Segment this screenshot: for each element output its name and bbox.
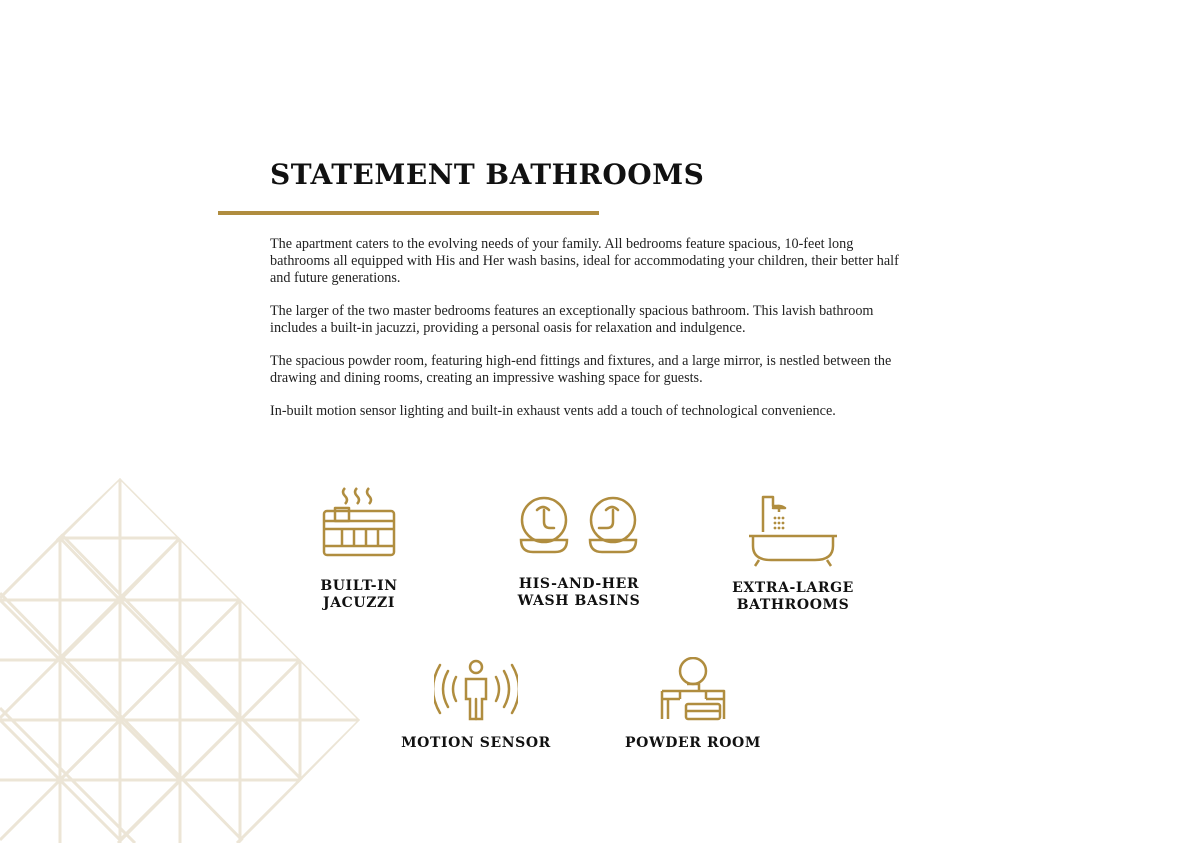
feature-label: EXTRA-LARGE (732, 580, 854, 596)
title-underline (218, 211, 599, 215)
feature-label: MOTION SENSOR (401, 735, 551, 751)
body-text (270, 236, 910, 436)
feature-built-in-jacuzzi (259, 486, 459, 612)
feature-label: WASH BASINS (517, 593, 641, 609)
feature-label: BATHROOMS (736, 597, 850, 613)
paragraph: The larger of the two master bedrooms features an exceptionally spacious bathroom. This lavish bathroom includes a built-in jacuzzi, providing a personal oasis for relaxation and indulgence. (270, 303, 874, 336)
feature-label: BUILT-IN (320, 578, 398, 594)
vanity-mirror-icon (660, 657, 726, 721)
feature-powder-room (593, 657, 793, 752)
feature-label: HIS-AND-HER (518, 576, 640, 592)
feature-label: POWDER ROOM (625, 735, 761, 751)
motion-sensor-icon (434, 659, 518, 721)
paragraph: In-built motion sensor lighting and built-in exhaust vents add a touch of technological convenience. (270, 403, 836, 419)
bathtub-shower-icon (745, 494, 841, 568)
feature-his-and-her-wash-basins (479, 494, 679, 610)
paragraph: The spacious powder room, featuring high-end fittings and fixtures, and a large mirror, is nestled between the drawing and dining rooms, creating an impressive washing space for guests. (270, 353, 892, 386)
feature-extra-large-bathrooms (693, 494, 893, 614)
feature-label: JACUZZI (322, 595, 396, 611)
paragraph: The apartment caters to the evolving needs of your family. All bedrooms feature spacious, 10-feet long bathrooms all equipped with His and Her wash basins, ideal for accommodating your children, their better half and future generations. (270, 236, 899, 286)
page-title: STATEMENT BATHROOMS (270, 158, 705, 191)
wash-basins-icon (519, 494, 639, 556)
feature-motion-sensor (376, 659, 576, 752)
jacuzzi-icon (319, 486, 399, 558)
